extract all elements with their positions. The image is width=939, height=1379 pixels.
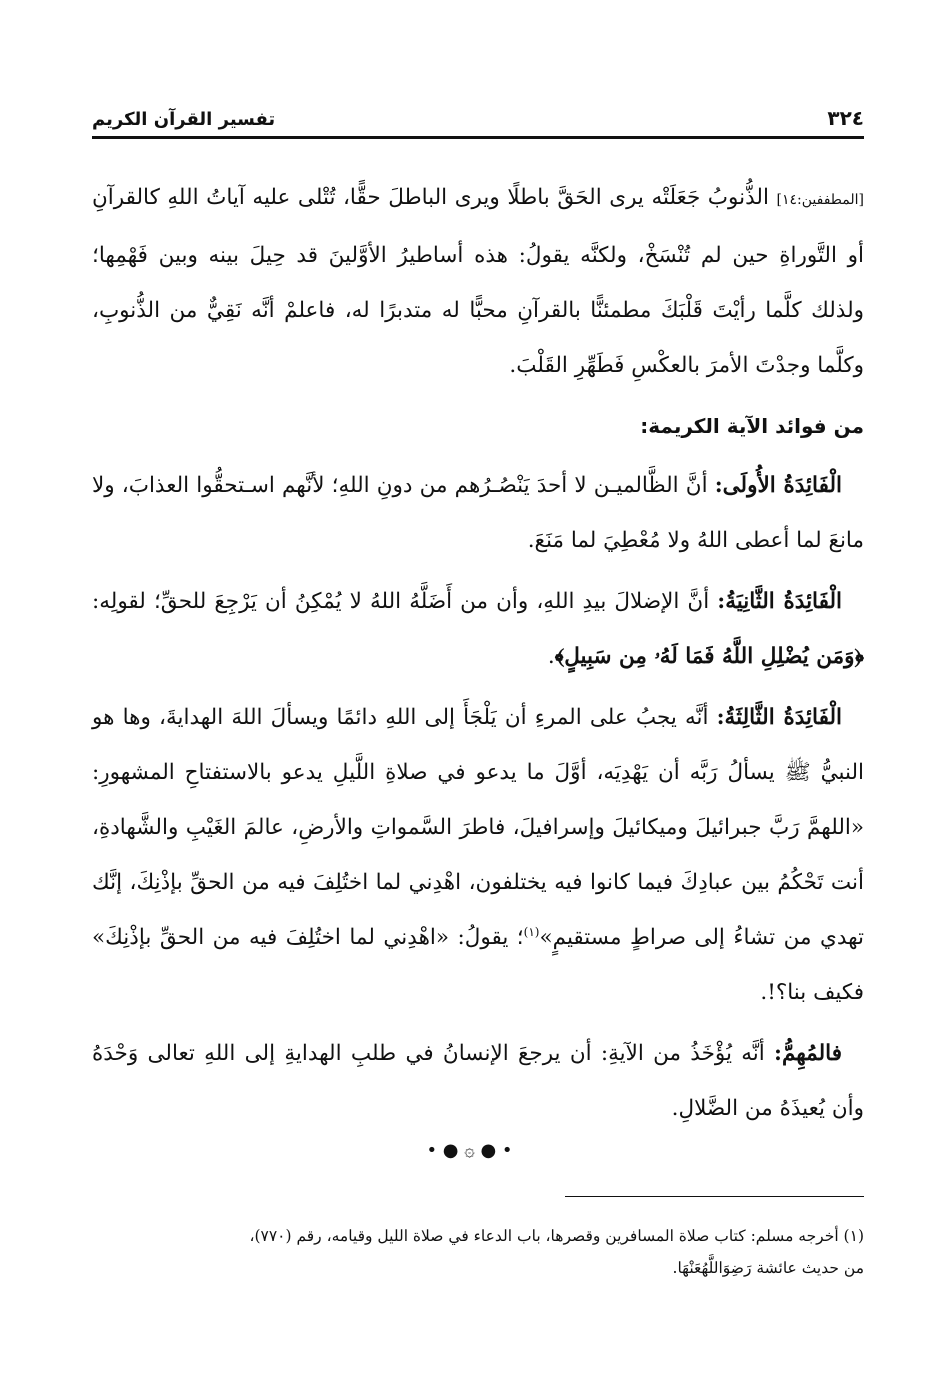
quran-quote: ﴿وَمَن يُضْلِلِ اللَّهُ فَمَا لَهُۥ مِن سَبِيلٍ﴾ bbox=[554, 644, 864, 669]
section-heading: من فوائد الآية الكريمة: bbox=[640, 414, 864, 438]
footnotes bbox=[92, 1220, 864, 1284]
footnote-line: (١) أخرجه مسلم: كتاب صلاة المسافرين وقصرها، باب الدعاء في صلاة الليل وقيامه، رقم (٧٧٠)، bbox=[249, 1227, 864, 1245]
benefit-text: أنَّه يجبُ على المرءِ أن يَلْجَأَ إلى اللهِ دائمًا ويسألَ اللهَ الهدايةَ، وها هو النبيُّ ﷺ يسألُ رَبَّه أن يَهْدِيَه، أوَّلَ ما يدعو في صلاةِ اللَّيلِ يدعو بالاستفتاحِ المشهورِ: «اللهمَّ رَبَّ جبرائيلَ وميكائيلَ وإسرافيلَ، فاطرَ السَّمواتِ والأرضِ، عالمَ الغَيْبِ والشَّهادةِ، أنت تَحْكُمُ بين عبادِكَ فيما كانوا فيه يختلفون، اهْدِني لما اختُلِفَ فيه من الحقِّ بإذْنِكَ، إنَّك تهدي من تشاءُ إلى صراطٍ مستقيمٍ» bbox=[92, 705, 864, 950]
paragraph-text: الذُّنوبُ جَعَلَتْه يرى الحَقَّ باطلًا ويرى الباطلَ حقًّا، تُتْلى عليه آياتُ اللهِ كالقرآنِ أو التَّوراةِ حين لم تُنْسَخْ، ولكنَّه يقولُ: هذه أساطيرُ الأوَّلينَ قد حِيلَ بينه وبين فَهْمِها؛ ولذلك كلَّما رأيْتَ قَلْبَكَ مطمئنًّا بالقرآنِ محبًّا له متدبرًا له، فاعلمْ أنَّه نَقِيٌّ من الذُّنوبِ، وكلَّما وجدْتَ الأمرَ بالعكْسِ فَطَهِّرِ القَلْبَ. bbox=[92, 185, 864, 378]
footnote-line: من حديث عائشة رَضِوَاللَّهُعَنْهَا. bbox=[672, 1259, 864, 1277]
main-text bbox=[92, 170, 864, 1142]
benefit-label: الْفَائِدَةُ الأُولَى: bbox=[714, 473, 842, 498]
paragraph-intro bbox=[92, 170, 864, 393]
benefit-label: الْفَائِدَةُ الثَّالِثَةُ: bbox=[716, 705, 842, 730]
section-ornament: • ● ۞ ● • bbox=[426, 1140, 513, 1161]
punctuation: . bbox=[547, 644, 555, 669]
footnote-marker[interactable]: (١) bbox=[523, 924, 540, 939]
benefit-three bbox=[92, 690, 864, 1020]
page-number: ٣٢٤ bbox=[827, 106, 864, 130]
benefit-label: الْفَائِدَةُ الثَّانِيَةُ: bbox=[717, 589, 843, 614]
benefit-text-cont: ؛ يقولُ: «اهْدِني لما اختُلِفَ فيه من الحقِّ بإذْنِكَ» فكيف بنا؟!. bbox=[92, 925, 864, 1005]
book-title: تفسير القرآن الكريم bbox=[92, 109, 276, 130]
page-header bbox=[92, 100, 864, 139]
benefit-one bbox=[92, 458, 864, 568]
footnote-divider bbox=[565, 1196, 864, 1197]
benefit-two bbox=[92, 574, 864, 684]
conclusion-paragraph bbox=[92, 1026, 864, 1136]
conclusion-text: أنَّه يُؤْخَذُ من الآيةِ: أن يرجعَ الإنسانُ في طلبِ الهدايةِ إلى اللهِ تعالى وَحْدَهُ وأن يُعيذَهُ من الضَّلالِ. bbox=[92, 1041, 864, 1121]
benefit-text: أنَّ الإضلالَ بيدِ اللهِ، وأن من أَضَلَّهُ اللهُ لا يُمْكِنُ أن يَرْجِعَ للحقِّ؛ لقولِه: bbox=[92, 589, 718, 614]
verse-reference: [المطففين:١٤] bbox=[776, 192, 864, 208]
benefit-text: أنَّ الظَّالميـن لا أحدَ يَنْصُـرُهم من دونِ اللهِ؛ لأنَّهم اسـتحقُّوا العذابَ، ولا مانعَ لما أعطى اللهُ ولا مُعْطِيَ لما مَنَعَ. bbox=[92, 473, 864, 553]
conclusion-label: فالمُهِمُّ: bbox=[774, 1041, 842, 1066]
